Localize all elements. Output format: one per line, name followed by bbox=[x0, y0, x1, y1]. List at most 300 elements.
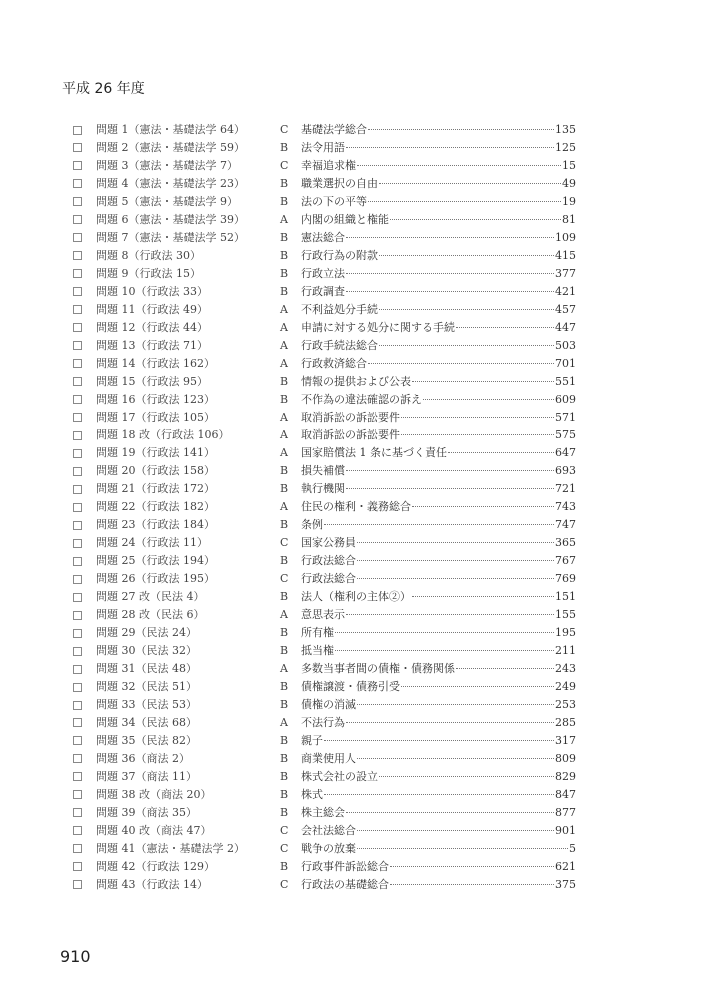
dot-leader bbox=[357, 830, 554, 831]
dot-leader bbox=[346, 488, 554, 489]
difficulty-grade: B bbox=[280, 374, 289, 388]
checkbox[interactable] bbox=[73, 359, 82, 368]
dot-leader bbox=[448, 452, 554, 453]
checkbox[interactable] bbox=[73, 395, 82, 404]
difficulty-grade: B bbox=[280, 644, 289, 658]
question-label: 問題 28 改（民法 6） bbox=[96, 608, 205, 622]
page-reference: 243 bbox=[555, 662, 576, 676]
topic-name: 執行機関 bbox=[301, 482, 345, 496]
question-label: 問題 5（憲法・基礎法学 9） bbox=[96, 194, 238, 208]
list-item bbox=[70, 552, 576, 570]
difficulty-grade: A bbox=[280, 428, 288, 442]
page-reference: 767 bbox=[555, 554, 576, 568]
checkbox[interactable] bbox=[73, 215, 82, 224]
dot-leader bbox=[379, 255, 554, 256]
difficulty-grade: C bbox=[280, 536, 289, 550]
list-item bbox=[70, 319, 576, 337]
topic-name: 抵当権 bbox=[301, 644, 334, 658]
checkbox[interactable] bbox=[73, 179, 82, 188]
difficulty-grade: B bbox=[280, 787, 289, 801]
list-item bbox=[70, 265, 576, 283]
question-label: 問題 15（行政法 95） bbox=[96, 374, 208, 388]
dot-leader bbox=[324, 794, 554, 795]
dot-leader bbox=[324, 524, 554, 525]
checkbox[interactable] bbox=[73, 251, 82, 260]
question-label: 問題 13（行政法 71） bbox=[96, 338, 208, 352]
difficulty-grade: B bbox=[280, 248, 289, 262]
topic-entry bbox=[301, 606, 576, 624]
page-reference: 375 bbox=[555, 877, 576, 891]
page-reference: 743 bbox=[555, 500, 576, 514]
difficulty-grade: A bbox=[280, 662, 288, 676]
checkbox[interactable] bbox=[73, 790, 82, 799]
difficulty-grade: B bbox=[280, 859, 289, 873]
question-label: 問題 14（行政法 162） bbox=[96, 356, 215, 370]
topic-name: 行政救済総合 bbox=[301, 356, 367, 370]
question-label: 問題 9（行政法 15） bbox=[96, 266, 201, 280]
topic-name: 債権の消滅 bbox=[301, 698, 356, 711]
dot-leader bbox=[357, 848, 568, 849]
list-item bbox=[70, 193, 576, 211]
topic-entry bbox=[301, 786, 576, 804]
topic-name: 行政法総合 bbox=[301, 554, 356, 568]
page-reference: 19 bbox=[562, 194, 576, 208]
dot-leader bbox=[346, 614, 554, 615]
checkbox[interactable] bbox=[73, 126, 82, 135]
topic-entry bbox=[301, 355, 576, 373]
topic-entry bbox=[301, 480, 576, 498]
question-label: 問題 36（商法 2） bbox=[96, 751, 190, 765]
checkbox[interactable] bbox=[73, 431, 82, 440]
checkbox[interactable] bbox=[73, 287, 82, 296]
question-label: 問題 18 改（行政法 106） bbox=[96, 428, 230, 442]
dot-leader bbox=[346, 273, 554, 274]
topic-entry bbox=[301, 804, 576, 822]
checkbox[interactable] bbox=[73, 880, 82, 889]
list-item bbox=[70, 804, 576, 822]
topic-entry bbox=[301, 696, 576, 714]
checkbox[interactable] bbox=[73, 449, 82, 458]
dot-leader bbox=[390, 884, 554, 885]
difficulty-grade: B bbox=[280, 751, 289, 765]
difficulty-grade: B bbox=[280, 680, 289, 694]
checkbox[interactable] bbox=[73, 844, 82, 853]
checkbox[interactable] bbox=[73, 197, 82, 206]
list-item bbox=[70, 175, 576, 193]
topic-name: 法人（権利の主体②） bbox=[301, 590, 411, 604]
topic-entry bbox=[301, 678, 576, 696]
question-label: 問題 39（商法 35） bbox=[96, 805, 197, 819]
question-label: 問題 2（憲法・基礎法学 59） bbox=[96, 140, 245, 154]
list-item bbox=[70, 283, 576, 301]
dot-leader bbox=[324, 740, 554, 741]
checkbox[interactable] bbox=[73, 683, 82, 692]
page-reference: 877 bbox=[555, 805, 576, 819]
topic-entry bbox=[301, 409, 576, 427]
topic-name: 申請に対する処分に関する手続 bbox=[301, 320, 455, 334]
list-item bbox=[70, 822, 576, 840]
list-item bbox=[70, 157, 576, 175]
topic-entry bbox=[301, 534, 576, 552]
dot-leader bbox=[379, 345, 554, 346]
difficulty-grade: C bbox=[280, 877, 289, 891]
list-item bbox=[70, 858, 576, 876]
difficulty-grade: B bbox=[280, 266, 289, 280]
page-reference: 151 bbox=[555, 590, 576, 604]
dot-leader bbox=[412, 381, 554, 382]
checkbox[interactable] bbox=[73, 143, 82, 152]
topic-name: 戦争の放棄 bbox=[301, 841, 356, 855]
dot-leader bbox=[357, 542, 554, 543]
topic-name: 所有権 bbox=[301, 626, 334, 640]
question-label: 問題 29（民法 24） bbox=[96, 626, 197, 640]
topic-name: 職業選択の自由 bbox=[301, 176, 378, 190]
question-label: 問題 42（行政法 129） bbox=[96, 859, 215, 873]
question-label: 問題 1（憲法・基礎法学 64） bbox=[96, 123, 245, 136]
topic-name: 損失補償 bbox=[301, 464, 345, 478]
page-reference: 5 bbox=[569, 841, 576, 855]
topic-entry bbox=[301, 426, 576, 444]
dot-leader bbox=[379, 309, 554, 310]
topic-entry bbox=[301, 462, 576, 480]
question-label: 問題 23（行政法 184） bbox=[96, 518, 215, 532]
topic-entry bbox=[301, 139, 576, 157]
topic-name: 内閣の組織と権能 bbox=[301, 212, 389, 226]
topic-name: 不法行為 bbox=[301, 715, 345, 729]
page-reference: 571 bbox=[555, 410, 576, 424]
list-item bbox=[70, 768, 576, 786]
topic-name: 商業使用人 bbox=[301, 751, 356, 765]
topic-name: 基礎法学総合 bbox=[301, 123, 367, 136]
difficulty-grade: B bbox=[280, 698, 289, 711]
dot-leader bbox=[346, 470, 554, 471]
checkbox[interactable] bbox=[73, 233, 82, 242]
difficulty-grade: A bbox=[280, 338, 288, 352]
question-label: 問題 27 改（民法 4） bbox=[96, 590, 205, 604]
list-item bbox=[70, 139, 576, 157]
topic-name: 取消訴訟の訴訟要件 bbox=[301, 410, 400, 424]
topic-entry bbox=[301, 732, 576, 750]
page-reference: 421 bbox=[555, 284, 576, 298]
question-label: 問題 24（行政法 11） bbox=[96, 536, 208, 550]
page-reference: 135 bbox=[555, 123, 576, 136]
difficulty-grade: A bbox=[280, 320, 288, 334]
topic-name: 住民の権利・義務総合 bbox=[301, 500, 411, 514]
dot-leader bbox=[456, 668, 554, 669]
topic-entry bbox=[301, 552, 576, 570]
topic-entry bbox=[301, 319, 576, 337]
topic-entry bbox=[301, 373, 576, 391]
page-number: 910 bbox=[60, 947, 91, 966]
page-reference: 285 bbox=[555, 715, 576, 729]
list-item bbox=[70, 426, 576, 444]
page-reference: 365 bbox=[555, 536, 576, 550]
checkbox[interactable] bbox=[73, 161, 82, 170]
topic-name: 行政調査 bbox=[301, 284, 345, 298]
topic-entry bbox=[301, 444, 576, 462]
checkbox[interactable] bbox=[73, 485, 82, 494]
difficulty-grade: B bbox=[280, 733, 289, 747]
page-reference: 49 bbox=[562, 176, 576, 190]
list-item bbox=[70, 714, 576, 732]
topic-name: 憲法総合 bbox=[301, 230, 345, 244]
page-reference: 721 bbox=[555, 482, 576, 496]
checkbox[interactable] bbox=[73, 862, 82, 871]
checkbox[interactable] bbox=[73, 808, 82, 817]
topic-entry bbox=[301, 768, 576, 786]
question-label: 問題 33（民法 53） bbox=[96, 698, 197, 711]
page-reference: 253 bbox=[555, 698, 576, 711]
page-reference: 415 bbox=[555, 248, 576, 262]
checkbox[interactable] bbox=[73, 718, 82, 727]
page-reference: 125 bbox=[555, 140, 576, 154]
topic-entry bbox=[301, 337, 576, 355]
question-label: 問題 20（行政法 158） bbox=[96, 464, 215, 478]
topic-entry bbox=[301, 840, 576, 858]
checkbox[interactable] bbox=[73, 575, 82, 584]
question-label: 問題 31（民法 48） bbox=[96, 662, 197, 676]
list-item bbox=[70, 732, 576, 750]
difficulty-grade: C bbox=[280, 158, 289, 172]
page-title: 平成 26 年度 bbox=[62, 81, 145, 97]
topic-entry bbox=[301, 247, 576, 265]
topic-entry bbox=[301, 588, 576, 606]
checkbox[interactable] bbox=[73, 539, 82, 548]
page-reference: 647 bbox=[555, 446, 576, 460]
topic-entry bbox=[301, 157, 576, 175]
question-label: 問題 26（行政法 195） bbox=[96, 572, 215, 586]
question-label: 問題 11（行政法 49） bbox=[96, 302, 208, 316]
topic-entry bbox=[301, 858, 576, 876]
dot-leader bbox=[357, 560, 554, 561]
checkbox[interactable] bbox=[73, 413, 82, 422]
dot-leader bbox=[346, 722, 554, 723]
list-item bbox=[70, 229, 576, 247]
dot-leader bbox=[390, 219, 561, 220]
question-label: 問題 32（民法 51） bbox=[96, 680, 197, 694]
checkbox[interactable] bbox=[73, 611, 82, 620]
page-reference: 155 bbox=[555, 608, 576, 622]
question-label: 問題 40 改（商法 47） bbox=[96, 823, 212, 837]
page-reference: 447 bbox=[555, 320, 576, 334]
topic-name: 行政法総合 bbox=[301, 572, 356, 586]
page-reference: 809 bbox=[555, 751, 576, 765]
topic-name: 株主総会 bbox=[301, 805, 345, 819]
checkbox[interactable] bbox=[73, 736, 82, 745]
checkbox[interactable] bbox=[73, 341, 82, 350]
page-reference: 621 bbox=[555, 859, 576, 873]
checkbox[interactable] bbox=[73, 701, 82, 710]
question-label: 問題 22（行政法 182） bbox=[96, 500, 215, 514]
topic-name: 国家公務員 bbox=[301, 536, 356, 550]
topic-name: 親子 bbox=[301, 733, 323, 747]
checkbox[interactable] bbox=[73, 826, 82, 835]
topic-entry bbox=[301, 750, 576, 768]
dot-leader bbox=[357, 165, 561, 166]
difficulty-grade: B bbox=[280, 284, 289, 298]
dot-leader bbox=[346, 812, 554, 813]
dot-leader bbox=[401, 417, 554, 418]
list-item bbox=[70, 337, 576, 355]
topic-name: 幸福追求権 bbox=[301, 158, 356, 172]
difficulty-grade: C bbox=[280, 572, 289, 586]
checkbox[interactable] bbox=[73, 305, 82, 314]
dot-leader bbox=[368, 129, 554, 130]
topic-name: 法の下の平等 bbox=[301, 194, 367, 208]
question-label: 問題 4（憲法・基礎法学 23） bbox=[96, 176, 245, 190]
checkbox[interactable] bbox=[73, 323, 82, 332]
list-item bbox=[70, 480, 576, 498]
question-label: 問題 41（憲法・基礎法学 2） bbox=[96, 841, 245, 855]
list-item bbox=[70, 876, 576, 894]
checkbox[interactable] bbox=[73, 772, 82, 781]
topic-name: 債権譲渡・債務引受 bbox=[301, 680, 400, 694]
page-reference: 609 bbox=[555, 392, 576, 406]
topic-entry bbox=[301, 265, 576, 283]
page-reference: 701 bbox=[555, 356, 576, 370]
topic-name: 行政行為の附款 bbox=[301, 248, 378, 262]
difficulty-grade: A bbox=[280, 302, 288, 316]
checkbox[interactable] bbox=[73, 269, 82, 278]
page-reference: 769 bbox=[555, 572, 576, 586]
page-reference: 249 bbox=[555, 680, 576, 694]
page-reference: 503 bbox=[555, 338, 576, 352]
dot-leader bbox=[390, 866, 554, 867]
page-reference: 15 bbox=[562, 158, 576, 172]
difficulty-grade: C bbox=[280, 841, 289, 855]
dot-leader bbox=[423, 399, 554, 400]
difficulty-grade: B bbox=[280, 464, 289, 478]
list-item bbox=[70, 391, 576, 409]
dot-leader bbox=[412, 506, 554, 507]
question-label: 問題 7（憲法・基礎法学 52） bbox=[96, 230, 245, 244]
list-item bbox=[70, 696, 576, 714]
list-item bbox=[70, 678, 576, 696]
question-label: 問題 10（行政法 33） bbox=[96, 284, 208, 298]
dot-leader bbox=[335, 632, 554, 633]
topic-name: 不作為の違法確認の訴え bbox=[301, 392, 422, 406]
difficulty-grade: B bbox=[280, 392, 289, 406]
question-label: 問題 19（行政法 141） bbox=[96, 446, 215, 460]
question-label: 問題 35（民法 82） bbox=[96, 733, 197, 747]
topic-entry bbox=[301, 193, 576, 211]
page-reference: 575 bbox=[555, 428, 576, 442]
list-item bbox=[70, 498, 576, 516]
topic-name: 条例 bbox=[301, 518, 323, 532]
checkbox[interactable] bbox=[73, 754, 82, 763]
topic-entry bbox=[301, 570, 576, 588]
topic-name: 行政立法 bbox=[301, 266, 345, 280]
topic-name: 行政手続法総合 bbox=[301, 338, 378, 352]
difficulty-grade: B bbox=[280, 554, 289, 568]
difficulty-grade: B bbox=[280, 769, 289, 783]
checkbox[interactable] bbox=[73, 467, 82, 476]
page-reference: 457 bbox=[555, 302, 576, 316]
topic-entry bbox=[301, 498, 576, 516]
topic-name: 取消訴訟の訴訟要件 bbox=[301, 428, 400, 442]
checkbox[interactable] bbox=[73, 593, 82, 602]
page-reference: 847 bbox=[555, 787, 576, 801]
topic-entry bbox=[301, 229, 576, 247]
list-item bbox=[70, 624, 576, 642]
checkbox[interactable] bbox=[73, 377, 82, 386]
list-item bbox=[70, 462, 576, 480]
dot-leader bbox=[335, 650, 554, 651]
difficulty-grade: A bbox=[280, 410, 288, 424]
topic-name: 不利益処分手続 bbox=[301, 302, 378, 316]
topic-entry bbox=[301, 301, 576, 319]
list-item bbox=[70, 355, 576, 373]
list-item bbox=[70, 409, 576, 427]
topic-name: 多数当事者間の債権・債務関係 bbox=[301, 662, 455, 676]
difficulty-grade: B bbox=[280, 194, 289, 208]
list-item bbox=[70, 660, 576, 678]
difficulty-grade: A bbox=[280, 500, 288, 514]
dot-leader bbox=[357, 758, 554, 759]
checkbox[interactable] bbox=[73, 557, 82, 566]
dot-leader bbox=[368, 363, 554, 364]
difficulty-grade: A bbox=[280, 715, 288, 729]
page-reference: 747 bbox=[555, 518, 576, 532]
topic-entry bbox=[301, 660, 576, 678]
dot-leader bbox=[379, 776, 554, 777]
list-item bbox=[70, 211, 576, 229]
page-reference: 109 bbox=[555, 230, 576, 244]
topic-name: 行政事件訴訟総合 bbox=[301, 859, 389, 873]
topic-entry bbox=[301, 822, 576, 840]
list-item bbox=[70, 840, 576, 858]
topic-entry bbox=[301, 876, 576, 894]
checkbox[interactable] bbox=[73, 503, 82, 512]
question-label: 問題 16（行政法 123） bbox=[96, 392, 215, 406]
checkbox[interactable] bbox=[73, 629, 82, 638]
list-item bbox=[70, 606, 576, 624]
page-reference: 81 bbox=[562, 212, 576, 226]
topic-name: 意思表示 bbox=[301, 608, 345, 622]
difficulty-grade: B bbox=[280, 140, 289, 154]
topic-entry bbox=[301, 642, 576, 660]
page-reference: 377 bbox=[555, 266, 576, 280]
question-label: 問題 30（民法 32） bbox=[96, 644, 197, 658]
page-reference: 551 bbox=[555, 374, 576, 388]
question-label: 問題 12（行政法 44） bbox=[96, 320, 208, 334]
difficulty-grade: C bbox=[280, 123, 289, 136]
difficulty-grade: B bbox=[280, 626, 289, 640]
question-label: 問題 21（行政法 172） bbox=[96, 482, 215, 496]
question-label: 問題 17（行政法 105） bbox=[96, 410, 215, 424]
checkbox[interactable] bbox=[73, 665, 82, 674]
difficulty-grade: A bbox=[280, 446, 288, 460]
topic-entry bbox=[301, 211, 576, 229]
list-item bbox=[70, 247, 576, 265]
topic-name: 国家賠償法 1 条に基づく責任 bbox=[301, 446, 447, 460]
difficulty-grade: B bbox=[280, 176, 289, 190]
checkbox[interactable] bbox=[73, 647, 82, 656]
question-label: 問題 25（行政法 194） bbox=[96, 554, 215, 568]
topic-name: 法令用語 bbox=[301, 140, 345, 154]
list-item bbox=[70, 750, 576, 768]
topic-name: 株式会社の設立 bbox=[301, 769, 378, 783]
topic-name: 会社法総合 bbox=[301, 823, 356, 837]
dot-leader bbox=[401, 434, 554, 435]
dot-leader bbox=[456, 327, 554, 328]
question-label: 問題 3（憲法・基礎法学 7） bbox=[96, 158, 238, 172]
page-reference: 693 bbox=[555, 464, 576, 478]
page-reference: 829 bbox=[555, 769, 576, 783]
difficulty-grade: B bbox=[280, 805, 289, 819]
checkbox[interactable] bbox=[73, 521, 82, 530]
dot-leader bbox=[379, 183, 561, 184]
